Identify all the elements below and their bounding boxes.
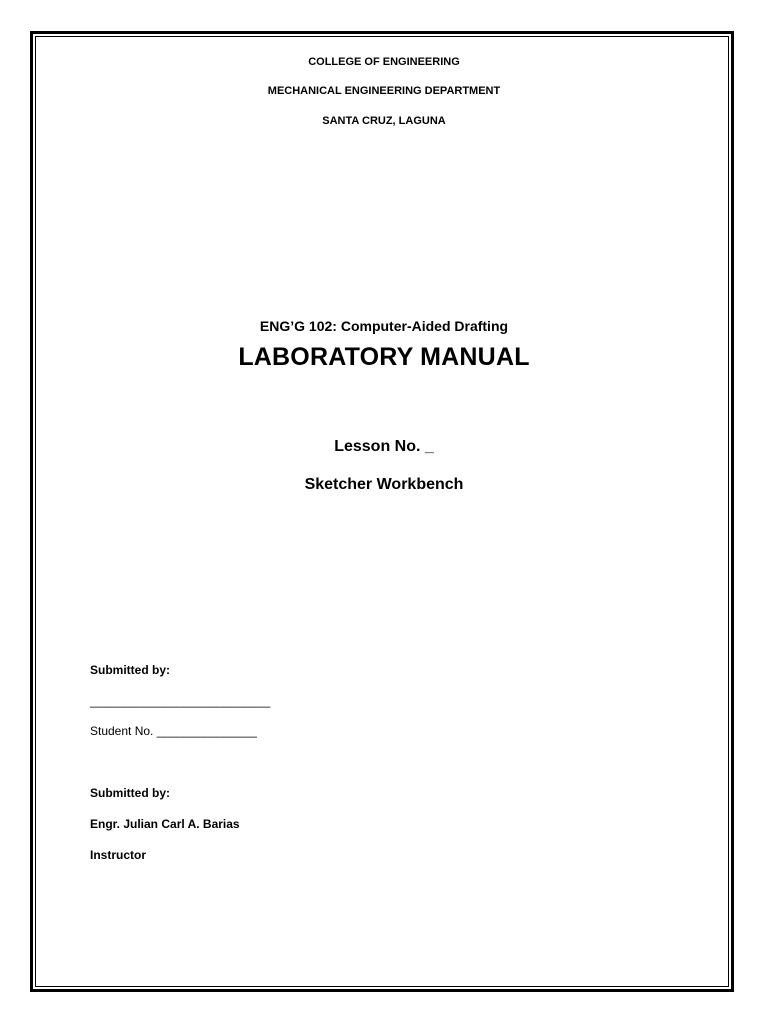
lesson-number: Lesson No. _	[334, 438, 434, 455]
instructor-role: Instructor	[90, 848, 147, 862]
page-border-inner	[35, 36, 729, 987]
course-title: ENG’G 102: Computer-Aided Drafting	[259, 318, 509, 334]
department-name: MECHANICAL ENGINEERING DEPARTMENT	[267, 85, 501, 97]
instructor-label: Submitted by:	[90, 786, 170, 800]
lesson-topic: Sketcher Workbench	[304, 476, 464, 493]
location: SANTA CRUZ, LAGUNA	[322, 115, 446, 127]
manual-title: LABORATORY MANUAL	[238, 343, 530, 371]
submitted-by-label: Submitted by:	[90, 663, 170, 677]
instructor-name: Engr. Julian Carl A. Barias	[90, 817, 240, 831]
student-name-blank: ___________________________	[90, 694, 271, 708]
college-name: COLLEGE OF ENGINEERING	[308, 56, 460, 68]
student-number-field: Student No. _______________	[90, 724, 257, 738]
